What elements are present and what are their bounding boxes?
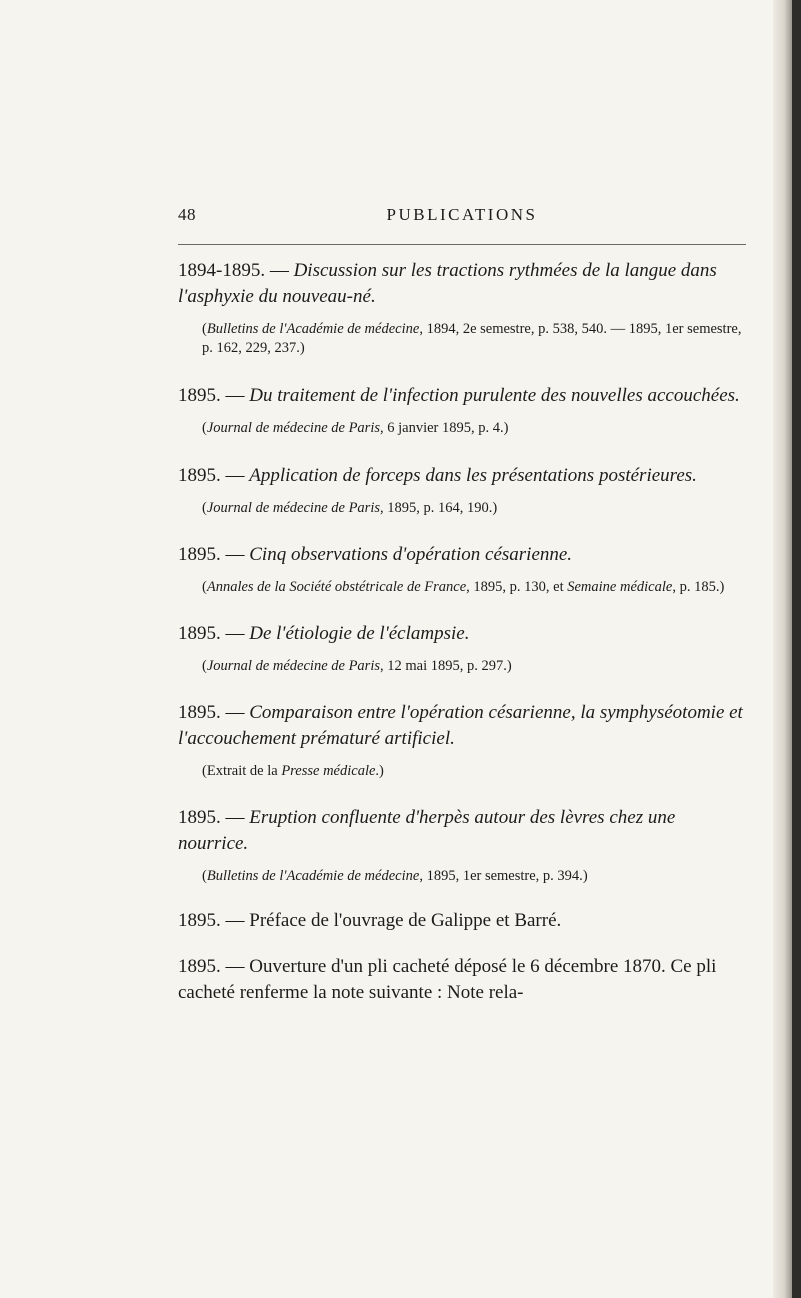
source-prefix: Extrait de la xyxy=(206,763,282,779)
entry-title-text: Discussion sur les tractions rythmées de la langue dans l'asphyxie du nouveau-né. xyxy=(178,260,717,307)
entry-title: 1895. — Cinq observations d'opération césarienne. xyxy=(178,544,573,565)
source-journal: Presse médicale xyxy=(281,763,376,779)
entry-title-text: Comparaison entre l'opération césarienne, la symphyséotomie et l'accouchement prématuré artificiel. xyxy=(178,702,743,749)
entry-year: 1895. xyxy=(178,544,221,565)
source-details: . xyxy=(375,763,380,779)
entry-year: 1895. xyxy=(178,702,221,723)
source-details: , 1894, 2e semestre, p. 538, 540. — 1895, 1er semestre, p. 162, 229, 237. xyxy=(202,321,742,356)
source-details-2: , p. 185. xyxy=(672,579,720,595)
entry-year: 1894-1895. xyxy=(178,260,266,281)
entry-title: 1895. — Ouverture d'un pli cacheté déposé le 6 décembre 1870. Ce pli cacheté renferme la note suivante : Note rela- xyxy=(178,956,717,1003)
entry-source: (Journal de médecine de Paris, 6 janvier 1895, p. 4.) xyxy=(202,420,509,436)
entry-source: (Bulletins de l'Académie de médecine, 1894, 2e semestre, p. 538, 540. — 1895, 1er semestre, p. 162, 229, 237.) xyxy=(202,321,742,356)
page-number: 48 xyxy=(178,205,196,224)
publication-list xyxy=(178,258,746,1006)
publication-entry xyxy=(178,954,746,1006)
entry-title-text: Du traitement de l'infection purulente des nouvelles accouchées. xyxy=(249,385,740,406)
publication-entry xyxy=(178,542,746,597)
entry-title-text: Eruption confluente d'herpès autour des lèvres chez une nourrice. xyxy=(178,807,676,854)
entry-year: 1895. xyxy=(178,465,221,486)
source-details: , 1895, 1er semestre, p. 394. xyxy=(419,868,583,884)
entry-title: 1895. — Du traitement de l'infection purulente des nouvelles accouchées. xyxy=(178,385,740,406)
source-journal: Journal de médecine de Paris xyxy=(206,658,380,674)
source-details: , 12 mai 1895, p. 297. xyxy=(380,658,507,674)
entry-title: 1895. — Comparaison entre l'opération césarienne, la symphyséotomie et l'accouchement prématuré artificiel. xyxy=(178,702,743,749)
entry-year: 1895. xyxy=(178,910,221,931)
publication-entry xyxy=(178,621,746,676)
source-details: , 6 janvier 1895, p. 4. xyxy=(380,420,504,436)
publication-entry xyxy=(178,700,746,781)
entry-year: 1895. xyxy=(178,385,221,406)
source-journal: Journal de médecine de Paris xyxy=(206,500,380,516)
publication-entry xyxy=(178,383,746,438)
entry-title: 1895. — De l'étiologie de l'éclampsie. xyxy=(178,623,470,644)
publication-entry xyxy=(178,258,746,358)
page-edge-dark xyxy=(792,0,801,1298)
entry-title-text: Préface de l'ouvrage de Galippe et Barré. xyxy=(249,910,562,931)
source-journal: Annales de la Société obstétricale de France xyxy=(206,579,467,595)
entry-title-text: Ouverture d'un pli cacheté déposé le 6 décembre 1870. Ce pli cacheté renferme la note suivante : Note rela- xyxy=(178,956,717,1003)
source-journal: Journal de médecine de Paris xyxy=(206,420,380,436)
publication-entry xyxy=(178,463,746,518)
source-details: , 1895, p. 164, 190. xyxy=(380,500,493,516)
entry-title: 1895. — Application de forceps dans les présentations postérieures. xyxy=(178,465,697,486)
entry-source: (Annales de la Société obstétricale de France, 1895, p. 130, et Semaine médicale, p. 185.) xyxy=(202,579,725,595)
source-journal: Bulletins de l'Académie de médecine xyxy=(206,868,420,884)
entry-title: 1894-1895. — Discussion sur les tractions rythmées de la langue dans l'asphyxie du nouveau-né. xyxy=(178,260,717,307)
entry-source: (Extrait de la Presse médicale.) xyxy=(202,763,384,779)
header-rule xyxy=(178,244,746,245)
entry-year: 1895. xyxy=(178,956,221,977)
publication-entry xyxy=(178,908,746,934)
entry-year: 1895. xyxy=(178,807,221,828)
entry-source: (Journal de médecine de Paris, 1895, p. 164, 190.) xyxy=(202,500,498,516)
running-head: PUBLICATIONS xyxy=(386,205,538,224)
entry-title-text: Cinq observations d'opération césarienne. xyxy=(249,544,573,565)
page-header xyxy=(178,205,746,231)
entry-source: (Journal de médecine de Paris, 12 mai 1895, p. 297.) xyxy=(202,658,512,674)
entry-title: 1895. — Eruption confluente d'herpès autour des lèvres chez une nourrice. xyxy=(178,807,676,854)
entry-title-text: De l'étiologie de l'éclampsie. xyxy=(249,623,470,644)
source-journal-2: Semaine médicale xyxy=(567,579,673,595)
source-journal: Bulletins de l'Académie de médecine xyxy=(206,321,420,337)
entry-source: (Bulletins de l'Académie de médecine, 1895, 1er semestre, p. 394.) xyxy=(202,868,588,884)
entry-year: 1895. xyxy=(178,623,221,644)
publication-entry xyxy=(178,805,746,886)
source-details: , 1895, p. 130, et xyxy=(466,579,568,595)
entry-title-text: Application de forceps dans les présentations postérieures. xyxy=(249,465,697,486)
entry-title: 1895. — Préface de l'ouvrage de Galippe et Barré. xyxy=(178,910,562,931)
